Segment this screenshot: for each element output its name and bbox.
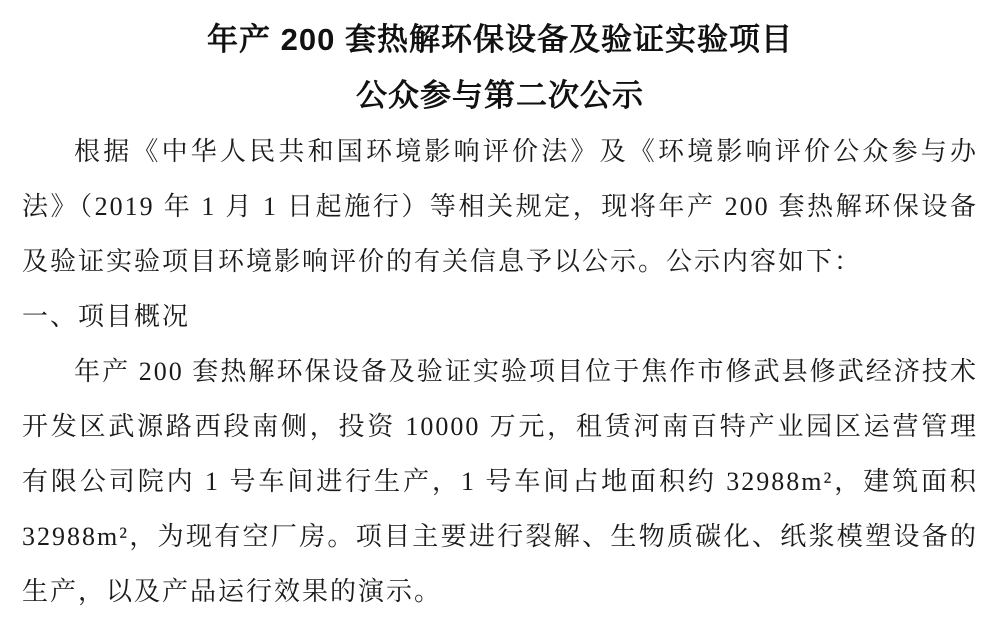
section-heading-project-overview: 一、项目概况 [22,302,191,331]
document-title [22,12,978,124]
document-title-line-2: 公众参与第二次公示 [356,78,644,113]
document-title-line-1: 年产 200 套热解环保设备及验证实验项目 [207,22,793,57]
project-overview-paragraph: 年产 200 套热解环保设备及验证实验项目位于焦作市修武县修武经济技术开发区武源路西段南侧，投资 10000 万元，租赁河南百特产业园区运营管理有限公司院内 1 号车间进行生产，1 号车间占地面积约 32988m²，建筑面积 32988m²，为现有空厂房。项目主要进行裂解、生物质碳化、纸浆模塑设备的生产，以及产品运行效果的演示。 [22,357,978,606]
intro-paragraph: 根据《中华人民共和国环境影响评价法》及《环境影响评价公众参与办法》（2019 年 1 月 1 日起施行）等相关规定，现将年产 200 套热解环保设备及验证实验项目环境影响评价的有关信息予以公示。公示内容如下： [22,137,978,276]
